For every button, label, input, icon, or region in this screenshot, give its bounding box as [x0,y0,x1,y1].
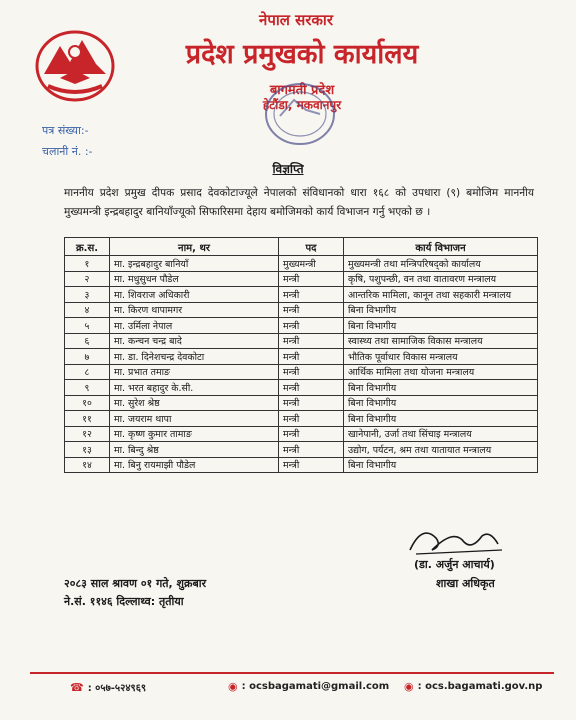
row-serial: ११ [65,411,110,427]
row-serial: ३ [65,287,110,303]
row-portfolio: भौतिक पूर्वाधार विकास मन्त्रालय [344,349,538,365]
row-portfolio: आन्तरिक मामिला, कानून तथा सहकारी मन्त्रालय [344,287,538,303]
footer-website[interactable] [404,680,542,693]
row-post: मन्त्री [279,395,344,411]
row-serial: १० [65,395,110,411]
table-row [65,349,538,365]
row-portfolio: मुख्यमन्त्री तथा मन्त्रिपरिषद्को कार्यालय [344,256,538,272]
footer-email[interactable] [228,680,389,693]
row-post: मन्त्री [279,349,344,365]
row-portfolio: स्वास्थ्य तथा सामाजिक विकास मन्त्रालय [344,333,538,349]
row-serial: २ [65,271,110,287]
notice-body: माननीय प्रदेश प्रमुख दीपक प्रसाद देवकोटाज्यूले नेपालको संविधानको धारा १६८ को उपधारा (९) बमोजिम माननीय मुख्यमन्त्री इन्द्रबहादुर बानियाँज्यूको सिफारिसमा देहाय बमोजिमको कार्य विभाजन गर्नु भएको छ । [64,187,534,218]
row-post: मन्त्री [279,364,344,380]
row-name: मा. किरण थापामगर [110,302,279,318]
city-name: हेटौंडा, मकवानपुर [262,98,342,112]
row-post: मन्त्री [279,287,344,303]
row-name: मा. कृष्ण कुमार तामाङ [110,426,279,442]
row-name: मा. जयराम थापा [110,411,279,427]
row-name: मा. बिन्दु श्रेष्ठ [110,442,279,458]
office-name: प्रदेश प्रमुखको कार्यालय [185,39,419,70]
row-post: मन्त्री [279,457,344,473]
row-portfolio: उद्योग, पर्यटन, श्रम तथा यातायात मन्त्रालय [344,442,538,458]
row-portfolio: बिना विभागीय [344,411,538,427]
row-post: मन्त्री [279,318,344,334]
handwritten-signature [402,520,512,560]
row-name: मा. बिनु रायमाझी पौडेल [110,457,279,473]
row-post: मन्त्री [279,380,344,396]
footer-phone [70,680,146,694]
email-text[interactable]: : ocsbagamati@gmail.com [241,681,390,692]
letter-number: पत्र संख्या:- [42,124,89,137]
row-post: मन्त्री [279,442,344,458]
row-post: मुख्यमन्त्री [279,256,344,272]
portfolio-table [64,237,538,473]
date-line-bs: २०८३ साल श्रावण ०१ गते, शुक्रबार [64,577,207,590]
row-serial: ४ [65,302,110,318]
column-header-portfolio: कार्य विभाजन [344,238,538,256]
row-name: मा. भरत बहादुर के.सी. [110,380,279,396]
row-portfolio: बिना विभागीय [344,395,538,411]
row-serial: १ [65,256,110,272]
row-portfolio: बिना विभागीय [344,457,538,473]
office-stamp [262,80,338,148]
row-post: मन्त्री [279,411,344,427]
dispatch-number: चलानी नं. :- [42,145,93,158]
column-header-serial: क्र.स. [65,238,110,256]
table-row [65,333,538,349]
row-portfolio: बिना विभागीय [344,302,538,318]
row-name: मा. डा. दिनेशचन्द्र देवकोटा [110,349,279,365]
row-post: मन्त्री [279,333,344,349]
row-serial: ७ [65,349,110,365]
row-serial: ९ [65,380,110,396]
table-row [65,287,538,303]
row-name: मा. इन्द्रबहादुर बानियाँ [110,256,279,272]
table-row [65,457,538,473]
table-row [65,411,538,427]
column-header-name: नाम, थर [110,238,279,256]
row-name: मा. मधुसुधन पौडेल [110,271,279,287]
reference-block [42,120,93,162]
phone-text: : ०५७-५२४९६९ [87,683,147,694]
row-name: मा. उर्मिला नेपाल [110,318,279,334]
phone-icon: ☎ [70,680,84,694]
table-row [65,302,538,318]
globe-icon: ◉ [404,680,414,693]
government-name: नेपाल सरकार [259,11,333,29]
row-name: मा. कन्चन चन्द्र बादे [110,333,279,349]
row-portfolio: बिना विभागीय [344,318,538,334]
row-portfolio: बिना विभागीय [344,380,538,396]
date-line-ns: ने.सं. ११४६ दिल्लाथ्व: तृतीया [64,595,184,608]
row-post: मन्त्री [279,302,344,318]
row-serial: ६ [65,333,110,349]
table-header-row [65,238,538,256]
row-name: मा. सुरेश श्रेष्ठ [110,395,279,411]
row-portfolio: कृषि, पशुपन्छी, वन तथा वातावरण मन्त्रालय [344,271,538,287]
table-row [65,395,538,411]
row-name: मा. शिवराज अधिकारी [110,287,279,303]
row-serial: ८ [65,364,110,380]
website-text[interactable]: : ocs.bagamati.gov.np [417,681,543,692]
row-post: मन्त्री [279,271,344,287]
email-icon: ◉ [228,680,238,693]
province-name: बागमती प्रदेश [269,83,335,98]
row-portfolio: आर्थिक मामिला तथा योजना मन्त्रालय [344,364,538,380]
column-header-post: पद [279,238,344,256]
table-row [65,271,538,287]
footer-divider [30,672,554,674]
row-post: मन्त्री [279,426,344,442]
row-portfolio: खानेपानी, उर्जा तथा सिंचाइ मन्त्रालय [344,426,538,442]
table-row [65,426,538,442]
row-serial: १३ [65,442,110,458]
table-row [65,364,538,380]
notice-title: विज्ञप्ति [272,162,304,176]
table-row [65,318,538,334]
table-row [65,256,538,272]
signatory-title: शाखा अधिकृत [436,577,495,590]
table-row [65,442,538,458]
row-name: मा. प्रभात तमाङ [110,364,279,380]
row-serial: १२ [65,426,110,442]
signatory-name: (डा. अर्जुन आचार्य) [414,558,495,571]
table-row [65,380,538,396]
row-serial: ५ [65,318,110,334]
row-serial: १४ [65,457,110,473]
